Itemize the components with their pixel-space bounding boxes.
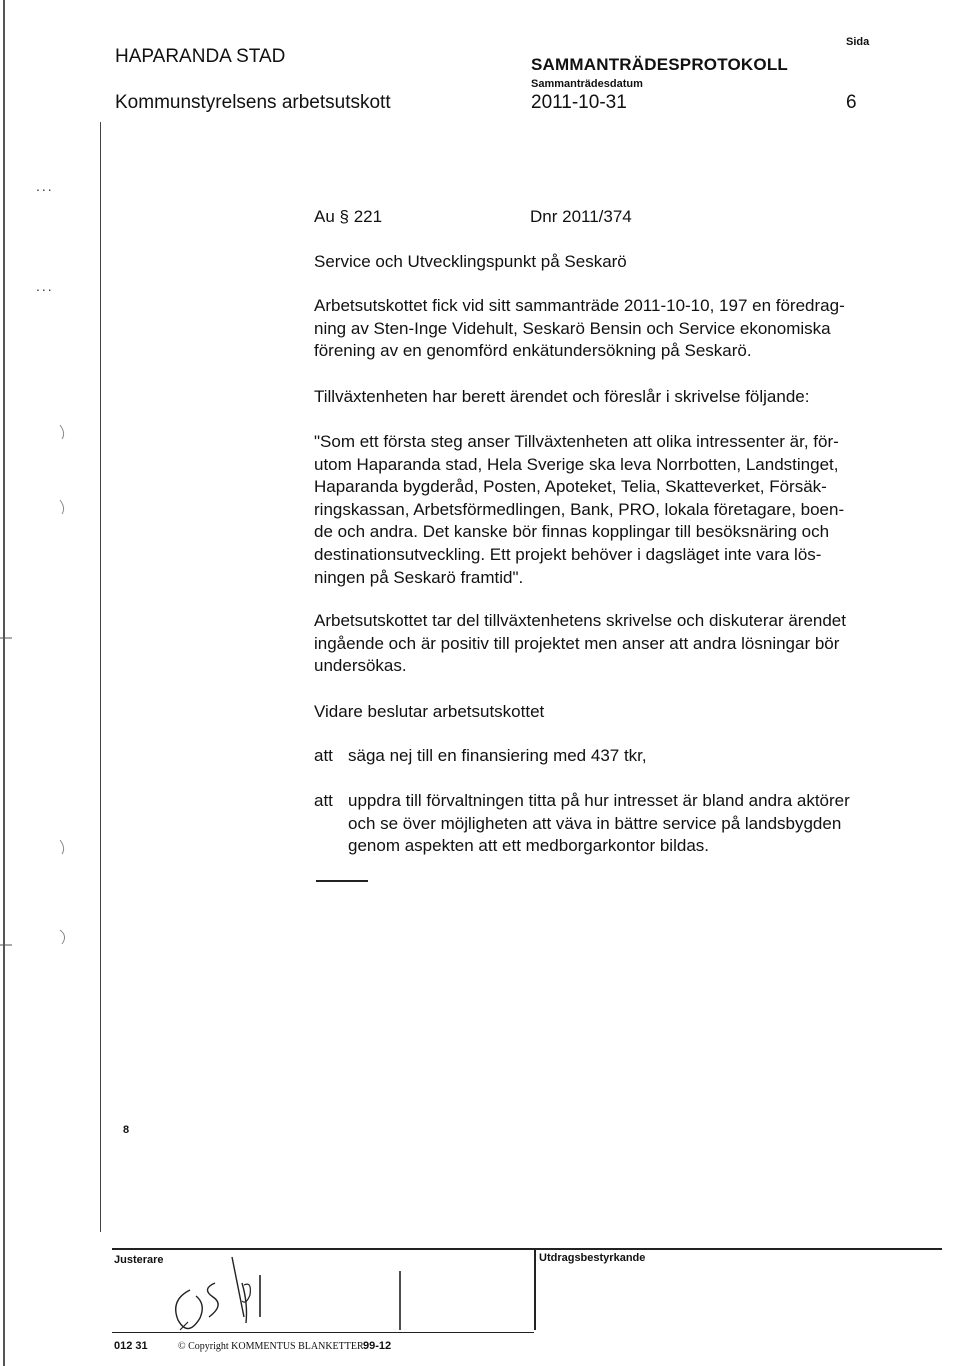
decision-text: säga nej till en finansiering med 437 tkr, [348,746,647,765]
end-rule [316,880,368,882]
margin-dots: ... [36,278,54,294]
decision-text: uppdra till förvaltningen titta på hur intresset är bland andra aktörer och se över möjligheten att väva in bättre service på landsbygden genom aspekten att ett medborgarkontor bildas. [348,791,850,856]
decision-item [314,790,934,860]
protocol-date: 2011-10-31 [531,92,627,113]
case-dnr: Dnr 2011/374 [530,207,632,226]
protocol-date-label: Sammanträdesdatum [531,78,643,90]
margin-number: 8 [123,1124,130,1136]
justerare-label: Justerare [114,1254,164,1266]
page-label: Sida [846,36,870,48]
org-name: HAPARANDA STAD [115,46,286,67]
committee-name: Kommunstyrelsens arbetsutskott [115,92,391,113]
column-divider [100,122,101,1232]
paragraph-quote: "Som ett första steg anser Tillväxtenheten att olika intressenter är, för- utom Haparanda stad, Hela Sverige ska leva Norrbotten, Landstinget, Haparanda bygderåd, Posten, Apoteket, Telia, Skatteverket, Försäk- ringskassan, Arbetsförmedlingen, Bank, PRO, lokala företagare, boen- de och andra. Det kanske bör finnas kopplingar till besöksnäring och destinationsutveckling. Ett projekt behöver i dagsläget inte vara lös- ningen på Seskarö framtid". [314,432,845,587]
paragraph-background: Arbetsutskottet fick vid sitt sammanträde 2011-10-10, 197 en föredrag- ning av Sten-Inge Videhult, Seskarö Bensin och Service ekonomiska förening av en genomförd enkätundersökning på Seskarö. [314,296,845,361]
decision-item [314,745,934,769]
case-paragraph: Au § 221 [314,207,383,226]
paragraph-proposal-intro: Tillväxtenheten har berett ärendet och föreslår i skrivelse följande: [314,387,810,406]
case-title: Service och Utvecklingspunkt på Seskarö [314,252,627,271]
decision-key: att [314,791,333,810]
margin-marks [0,0,100,1366]
form-code: 012 31 [114,1340,148,1352]
paragraph-decision-intro: Vidare beslutar arbetsutskottet [314,702,545,721]
page-number: 6 [846,92,857,113]
footer-divider [534,1248,536,1330]
decision-key: att [314,746,333,765]
paragraph-discussion: Arbetsutskottet tar del tillväxtenhetens skrivelse och diskuterar ärendet ingående och är positiv till projektet men anser att andra lösningar bör undersökas. [314,611,846,676]
utdrag-label: Utdragsbestyrkande [539,1252,646,1264]
margin-dots: ... [36,178,54,194]
footer-top-rule [112,1248,942,1250]
protocol-title: SAMMANTRÄDESPROTOKOLL [531,55,788,74]
form-version: 99-12 [363,1340,392,1352]
signature-initials [160,1255,420,1345]
copyright-notice: © Copyright KOMMENTUS BLANKETTER [178,1341,364,1352]
